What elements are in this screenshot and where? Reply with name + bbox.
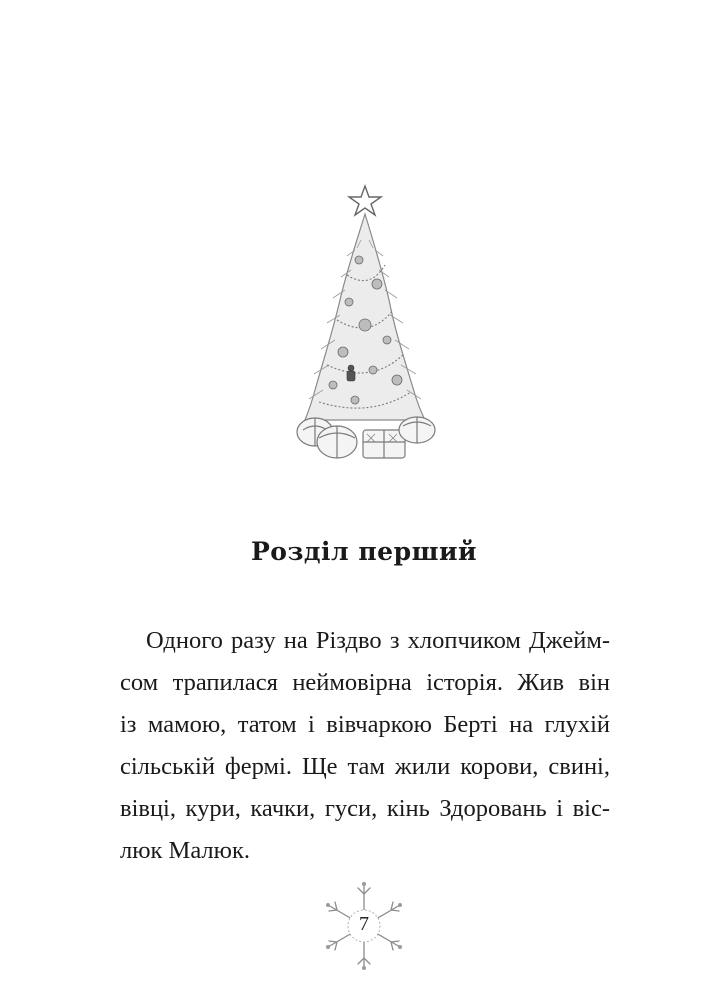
chapter-body-text bbox=[120, 620, 610, 872]
page-number-ornament bbox=[314, 876, 414, 976]
chapter-title: Розділ перший bbox=[250, 537, 478, 566]
body-text-line: Одного разу на Різдво з хлопчиком Джейм- bbox=[146, 627, 610, 654]
body-text-line: вівці, кури, качки, гуси, кінь Здоровань і віс- bbox=[120, 795, 610, 822]
body-text-line: сом трапилася неймовірна історія. Жив він bbox=[120, 669, 610, 696]
body-text-line: із мамою, татом і вівчаркою Берті на глухій bbox=[120, 711, 610, 738]
body-text-line: люк Малюк. bbox=[120, 837, 250, 864]
page-number: 7 bbox=[359, 913, 369, 935]
body-text-line: сільській фермі. Ще там жили корови, свині, bbox=[120, 753, 610, 780]
christmas-tree-illustration bbox=[285, 180, 445, 470]
